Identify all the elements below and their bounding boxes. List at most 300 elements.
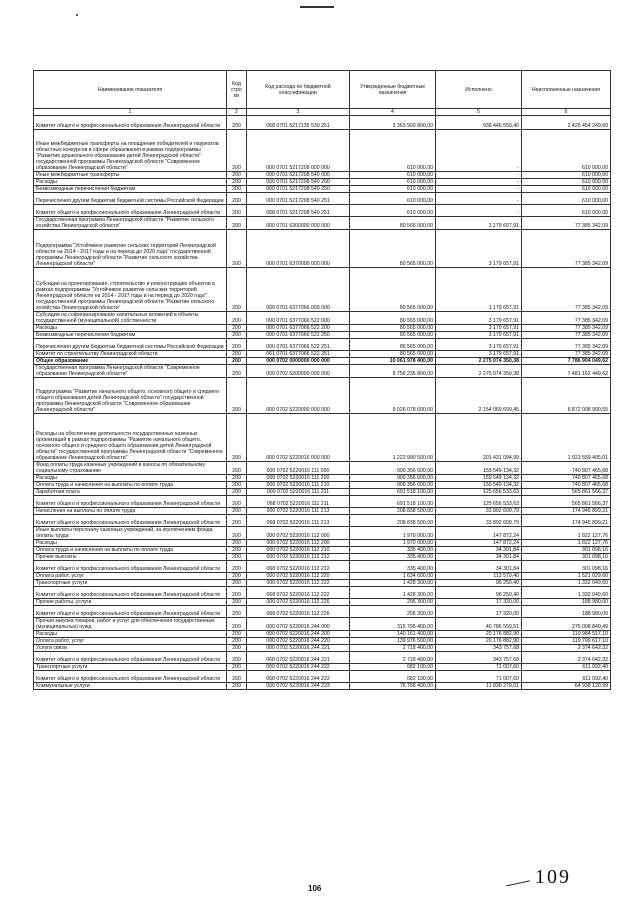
row-unexecuted: 77 385 342,09 bbox=[522, 268, 611, 312]
row-unexecuted: 740 807 465,68 bbox=[522, 482, 611, 489]
row-line-code: 200 bbox=[227, 645, 247, 652]
row-approved: 900 356 600,00 bbox=[350, 462, 436, 475]
row-budget-code: 000 0702 5220016 112 210 bbox=[247, 547, 350, 554]
row-line-code: 200 bbox=[227, 489, 247, 496]
row-approved: 691 518 100,00 bbox=[350, 489, 436, 496]
row-line-code: 200 bbox=[227, 664, 247, 671]
row-unexecuted: 1 822 127,76 bbox=[522, 527, 611, 540]
row-budget-code: 000 0702 5220016 244 000 bbox=[247, 618, 350, 631]
row-approved: 610 000,00 bbox=[350, 179, 436, 186]
row-approved: 682 100,00 bbox=[350, 664, 436, 671]
row-line-code: 200 bbox=[227, 365, 247, 378]
row-approved: 1 428 300,00 bbox=[350, 580, 436, 587]
row-budget-code: 000 0702 5220016 111 213 bbox=[247, 508, 350, 515]
table-row bbox=[34, 573, 611, 580]
column-number-row bbox=[34, 109, 611, 116]
table-row bbox=[34, 351, 611, 358]
row-executed: 938 446 550,40 bbox=[436, 116, 522, 130]
row-approved: 2 718 400,00 bbox=[350, 645, 436, 652]
row-approved: 335 400,00 bbox=[350, 547, 436, 554]
row-unexecuted: 7 786 904 049,62 bbox=[522, 358, 611, 365]
table-row bbox=[34, 172, 611, 179]
row-executed: 3 179 657,91 bbox=[436, 339, 522, 351]
table-row bbox=[34, 645, 611, 652]
row-name: Комитет общего и профессионального образования Ленинградской области bbox=[34, 587, 227, 599]
table-row bbox=[34, 683, 611, 690]
row-approved: 1 428 300,00 bbox=[350, 587, 436, 599]
row-line-code: 200 bbox=[227, 217, 247, 230]
row-unexecuted: 610 000,00 bbox=[522, 130, 611, 172]
table-row bbox=[34, 618, 611, 631]
table-row bbox=[34, 186, 611, 193]
row-budget-code: 068 0702 5220016 111 211 bbox=[247, 496, 350, 508]
row-name: Государственная программа Ленинградской области "Развитие сельского хозяйства Ленинградской области" bbox=[34, 217, 227, 230]
row-unexecuted: 2 374 642,32 bbox=[522, 652, 611, 664]
row-approved: 80 565 000,00 bbox=[350, 351, 436, 358]
row-executed: 71 007,60 bbox=[436, 664, 522, 671]
row-unexecuted: 565 861 566,37 bbox=[522, 496, 611, 508]
row-budget-code: 000 0701 6377066 000 000 bbox=[247, 268, 350, 312]
table-header-row bbox=[34, 71, 611, 109]
row-line-code: 200 bbox=[227, 230, 247, 268]
page-number: 106 bbox=[308, 884, 322, 893]
table-row bbox=[34, 268, 611, 312]
row-executed: - bbox=[436, 179, 522, 186]
row-line-code: 200 bbox=[227, 587, 247, 599]
row-name: Расходы bbox=[34, 325, 227, 332]
row-budget-code: 000 0702 5220016 112 212 bbox=[247, 554, 350, 561]
row-name: Прочие работы, услуги bbox=[34, 599, 227, 606]
row-executed: 125 656 533,63 bbox=[436, 489, 522, 496]
row-approved: 206 300,00 bbox=[350, 606, 436, 618]
table-row bbox=[34, 508, 611, 515]
row-approved: 208 838 500,00 bbox=[350, 515, 436, 527]
row-unexecuted: 77 385 342,09 bbox=[522, 332, 611, 339]
row-name: Начисления на выплаты по оплате труда bbox=[34, 508, 227, 515]
row-name: Фонд оплаты труда казенных учреждений и взносы по обязательному социальному страхованию bbox=[34, 462, 227, 475]
row-budget-code: 000 0702 5220016 111 210 bbox=[247, 482, 350, 489]
row-line-code: 200 bbox=[227, 599, 247, 606]
row-executed: 34 301,84 bbox=[436, 561, 522, 573]
row-executed: 3 179 657,91 bbox=[436, 312, 522, 325]
table-row bbox=[34, 527, 611, 540]
row-budget-code: 000 0701 6370000 000 000 bbox=[247, 230, 350, 268]
row-unexecuted: 188 980,00 bbox=[522, 599, 611, 606]
row-name: Комитет общего и профессионального образования Ленинградской области bbox=[34, 496, 227, 508]
row-line-code: 200 bbox=[227, 508, 247, 515]
row-budget-code: 068 0701 5217135 530 251 bbox=[247, 116, 350, 130]
table-row bbox=[34, 130, 611, 172]
row-unexecuted: 77 385 342,09 bbox=[522, 325, 611, 332]
row-budget-code: 000 0701 5217208 540 251 bbox=[247, 193, 350, 205]
row-unexecuted: 1 521 029,60 bbox=[522, 573, 611, 580]
row-unexecuted: 1 822 127,76 bbox=[522, 540, 611, 547]
row-name: Перечисления другим бюджетам бюджетной системы Российской Федерации bbox=[34, 339, 227, 351]
row-approved: 80 565 000,00 bbox=[350, 230, 436, 268]
row-unexecuted: 1 021 559 405,01 bbox=[522, 414, 611, 462]
row-line-code: 200 bbox=[227, 475, 247, 482]
table-row bbox=[34, 475, 611, 482]
row-name: Услуги связи bbox=[34, 645, 227, 652]
row-name: Субсидии на проектирование, строительство и реконструкцию объектов в рамках подпрограммы "Устойчивое развитие сельских территорий Ленинградской области на 2014 - 2017 годы и на период до 2020 года" государственной программы Ленинградской области "Развитие сельского хозяйства Ленинградской области" bbox=[34, 268, 227, 312]
header-line-code: Код стро ки bbox=[227, 71, 247, 109]
row-budget-code: 068 0702 5220016 111 213 bbox=[247, 515, 350, 527]
row-executed: 3 179 657,91 bbox=[436, 325, 522, 332]
header-executed: Исполнено bbox=[436, 71, 522, 109]
row-line-code: 200 bbox=[227, 358, 247, 365]
row-line-code: 200 bbox=[227, 172, 247, 179]
row-approved: 80 565 000,00 bbox=[350, 339, 436, 351]
table-row bbox=[34, 515, 611, 527]
row-approved: 335 400,00 bbox=[350, 561, 436, 573]
column-number: 3 bbox=[247, 109, 350, 116]
row-executed: 3 179 657,91 bbox=[436, 351, 522, 358]
column-number: 6 bbox=[522, 109, 611, 116]
row-approved: 80 565 000,00 bbox=[350, 325, 436, 332]
row-approved: 610 000,00 bbox=[350, 193, 436, 205]
row-budget-code: 068 0702 5220016 112 222 bbox=[247, 587, 350, 599]
row-approved: 610 000,00 bbox=[350, 130, 436, 172]
table-row bbox=[34, 547, 611, 554]
row-executed: 3 179 657,91 bbox=[436, 230, 522, 268]
table-row bbox=[34, 664, 611, 671]
row-approved: 208 838 500,00 bbox=[350, 508, 436, 515]
row-name: Безвозмездные перечисления бюджетам bbox=[34, 332, 227, 339]
scan-dot bbox=[76, 14, 78, 16]
row-name: Государственная программа Ленинградской области "Современное образование Ленинградской области" bbox=[34, 365, 227, 378]
row-name: Расходы bbox=[34, 475, 227, 482]
row-name: Комитет по строительству Ленинградской области bbox=[34, 351, 227, 358]
table-row bbox=[34, 462, 611, 475]
row-unexecuted: 64 938 120,99 bbox=[522, 683, 611, 690]
row-executed: 40 786 559,51 bbox=[436, 618, 522, 631]
row-name: Коммунальные услуги bbox=[34, 683, 227, 690]
row-name: Иные межбюджетные трансферты bbox=[34, 172, 227, 179]
row-line-code: 200 bbox=[227, 332, 247, 339]
row-executed: 159 549 134,32 bbox=[436, 475, 522, 482]
row-unexecuted: 77 385 342,09 bbox=[522, 230, 611, 268]
row-budget-code: 000 0702 5220016 112 200 bbox=[247, 540, 350, 547]
row-executed: 33 892 600,79 bbox=[436, 508, 522, 515]
row-approved: 900 356 600,00 bbox=[350, 482, 436, 489]
row-line-code: 200 bbox=[227, 268, 247, 312]
row-unexecuted: 119 984 517,10 bbox=[522, 631, 611, 638]
row-executed: 125 656 533,63 bbox=[436, 496, 522, 508]
table-row bbox=[34, 365, 611, 378]
row-executed: - bbox=[436, 130, 522, 172]
table-row bbox=[34, 205, 611, 217]
row-executed: 11 830 279,01 bbox=[436, 683, 522, 690]
row-approved: 80 565 000,00 bbox=[350, 268, 436, 312]
handwritten-mark bbox=[504, 871, 530, 887]
table-row bbox=[34, 489, 611, 496]
row-unexecuted: 610 000,00 bbox=[522, 205, 611, 217]
row-approved: 2 718 400,00 bbox=[350, 652, 436, 664]
row-name: Комитет общего и профессионального образования Ленинградской области bbox=[34, 606, 227, 618]
row-line-code: 200 bbox=[227, 561, 247, 573]
row-budget-code: 061 0701 6377066 522 251 bbox=[247, 351, 350, 358]
row-executed: 17 320,00 bbox=[436, 606, 522, 618]
row-name: Транспортные услуги bbox=[34, 580, 227, 587]
table-row bbox=[34, 561, 611, 573]
row-unexecuted: 174 945 899,21 bbox=[522, 508, 611, 515]
row-budget-code: 068 0702 5220016 112 212 bbox=[247, 561, 350, 573]
row-unexecuted: 188 980,00 bbox=[522, 606, 611, 618]
row-budget-code: 000 0701 6300000 000 000 bbox=[247, 217, 350, 230]
row-unexecuted: 1 332 049,60 bbox=[522, 580, 611, 587]
row-name: Комитет общего и профессионального образования Ленинградской области bbox=[34, 652, 227, 664]
row-executed: - bbox=[436, 205, 522, 217]
table-row bbox=[34, 599, 611, 606]
table-row bbox=[34, 580, 611, 587]
row-unexecuted: 610 000,00 bbox=[522, 172, 611, 179]
row-budget-code: 000 0701 6377066 522 000 bbox=[247, 312, 350, 325]
row-approved: 140 161 400,00 bbox=[350, 631, 436, 638]
table-row bbox=[34, 540, 611, 547]
row-approved: 10 061 978 400,00 bbox=[350, 358, 436, 365]
row-name: Иные выплаты персоналу казенных учреждений, за исключением фонда оплаты труда bbox=[34, 527, 227, 540]
row-approved: 610 000,00 bbox=[350, 186, 436, 193]
row-budget-code: 000 0702 0000000 000 000 bbox=[247, 358, 350, 365]
row-line-code: 200 bbox=[227, 205, 247, 217]
column-number: 5 bbox=[436, 109, 522, 116]
row-executed: 96 250,40 bbox=[436, 587, 522, 599]
row-executed: 20 176 882,90 bbox=[436, 631, 522, 638]
row-name: Прочая закупка товаров, работ и услуг для обеспечения государственных (муниципальных) нужд bbox=[34, 618, 227, 631]
row-name: Расходы bbox=[34, 540, 227, 547]
row-approved: 76 768 400,00 bbox=[350, 683, 436, 690]
row-line-code: 200 bbox=[227, 638, 247, 645]
table-row bbox=[34, 358, 611, 365]
row-name: Комитет общего и профессионального образования Ленинградской области bbox=[34, 515, 227, 527]
row-approved: 80 565 000,00 bbox=[350, 217, 436, 230]
row-unexecuted: 275 008 840,49 bbox=[522, 618, 611, 631]
row-line-code: 200 bbox=[227, 540, 247, 547]
row-approved: 610 000,00 bbox=[350, 172, 436, 179]
row-unexecuted: 611 092,40 bbox=[522, 671, 611, 683]
row-name: Комитет общего и профессионального образования Ленинградской области bbox=[34, 116, 227, 130]
row-line-code: 200 bbox=[227, 652, 247, 664]
row-approved: 3 363 900 800,00 bbox=[350, 116, 436, 130]
row-unexecuted: 1 332 049,60 bbox=[522, 587, 611, 599]
row-approved: 1 222 990 500,00 bbox=[350, 414, 436, 462]
table-row bbox=[34, 671, 611, 683]
row-line-code: 200 bbox=[227, 325, 247, 332]
row-approved: 335 400,00 bbox=[350, 554, 436, 561]
row-executed: 159 549 134,32 bbox=[436, 482, 522, 489]
row-approved: 139 976 500,00 bbox=[350, 638, 436, 645]
row-executed: 34 301,84 bbox=[436, 547, 522, 554]
row-budget-code: 000 0702 5220016 112 226 bbox=[247, 599, 350, 606]
row-executed: 34 301,84 bbox=[436, 554, 522, 561]
row-budget-code: 068 0702 5220016 244 221 bbox=[247, 652, 350, 664]
row-executed: 71 007,60 bbox=[436, 671, 522, 683]
row-budget-code: 000 0702 5220016 112 222 bbox=[247, 580, 350, 587]
row-line-code: 200 bbox=[227, 414, 247, 462]
table-row bbox=[34, 193, 611, 205]
row-executed: - bbox=[436, 193, 522, 205]
row-approved: 80 565 000,00 bbox=[350, 332, 436, 339]
row-name: Расходы bbox=[34, 631, 227, 638]
row-unexecuted: 611 092,40 bbox=[522, 664, 611, 671]
row-approved: 315 795 400,00 bbox=[350, 618, 436, 631]
row-executed: 33 892 600,79 bbox=[436, 515, 522, 527]
row-budget-code: 000 0702 5220016 111 200 bbox=[247, 475, 350, 482]
table-row bbox=[34, 652, 611, 664]
row-approved: 900 356 600,00 bbox=[350, 475, 436, 482]
table-row bbox=[34, 638, 611, 645]
row-unexecuted: 610 000,00 bbox=[522, 193, 611, 205]
budget-report-sheet bbox=[33, 70, 610, 690]
row-name: Подпрограмма "Устойчивое развитие сельских территорий Ленинградской области на 2014 - 2017 годы и на период до 2020 года" государственной программы Ленинградской области "Развитие сельского хозяйства Ленинградской области" bbox=[34, 230, 227, 268]
row-budget-code: 000 0702 5220016 111 211 bbox=[247, 489, 350, 496]
table-row bbox=[34, 587, 611, 599]
row-name: Транспортные услуги bbox=[34, 664, 227, 671]
row-budget-code: 000 0701 5217208 540 250 bbox=[247, 186, 350, 193]
row-name: Комитет общего и профессионального образования Ленинградской области bbox=[34, 671, 227, 683]
row-executed: 147 872,24 bbox=[436, 527, 522, 540]
row-line-code: 200 bbox=[227, 515, 247, 527]
row-executed: 343 757,68 bbox=[436, 652, 522, 664]
row-budget-code: 000 0702 5220016 244 221 bbox=[247, 645, 350, 652]
row-line-code: 200 bbox=[227, 573, 247, 580]
scan-mark-top bbox=[300, 6, 334, 8]
row-executed: 201 431 094,99 bbox=[436, 414, 522, 462]
row-approved: 9 756 236 800,00 bbox=[350, 365, 436, 378]
row-budget-code: 000 0701 6377066 522 250 bbox=[247, 332, 350, 339]
row-budget-code: 000 0701 5217208 540 200 bbox=[247, 179, 350, 186]
row-budget-code: 000 0701 5217208 000 000 bbox=[247, 130, 350, 172]
row-approved: 9 026 078 600,00 bbox=[350, 378, 436, 414]
row-unexecuted: 174 945 899,21 bbox=[522, 515, 611, 527]
table-row bbox=[34, 606, 611, 618]
table-row bbox=[34, 339, 611, 351]
row-unexecuted: 565 861 566,37 bbox=[522, 489, 611, 496]
row-executed: 159 549 134,32 bbox=[436, 462, 522, 475]
row-name: Перечисления другим бюджетам бюджетной системы Российской Федерации bbox=[34, 193, 227, 205]
row-unexecuted: 610 000,00 bbox=[522, 186, 611, 193]
row-name: Оплата работ, услуг bbox=[34, 573, 227, 580]
row-unexecuted: 119 799 617,10 bbox=[522, 638, 611, 645]
row-budget-code: 068 0702 5220016 244 222 bbox=[247, 671, 350, 683]
row-line-code: 200 bbox=[227, 580, 247, 587]
row-line-code: 200 bbox=[227, 312, 247, 325]
row-name: Оплата труда и начисления на выплаты по оплате труда bbox=[34, 547, 227, 554]
row-unexecuted: 7 481 162 449,62 bbox=[522, 365, 611, 378]
row-line-code: 200 bbox=[227, 527, 247, 540]
row-unexecuted: 740 807 465,68 bbox=[522, 462, 611, 475]
row-budget-code: 000 0702 5220016 000 000 bbox=[247, 414, 350, 462]
row-unexecuted: 740 807 465,68 bbox=[522, 475, 611, 482]
table-row bbox=[34, 414, 611, 462]
row-executed: 147 872,24 bbox=[436, 540, 522, 547]
row-executed: 2 154 069 699,45 bbox=[436, 378, 522, 414]
table-row bbox=[34, 217, 611, 230]
row-name: Заработная плата bbox=[34, 489, 227, 496]
row-unexecuted: 301 098,16 bbox=[522, 554, 611, 561]
table-row bbox=[34, 482, 611, 489]
table-row bbox=[34, 230, 611, 268]
column-number: 1 bbox=[34, 109, 227, 116]
row-name: Общее образование bbox=[34, 358, 227, 365]
table-row bbox=[34, 631, 611, 638]
row-line-code: 200 bbox=[227, 186, 247, 193]
row-line-code: 200 bbox=[227, 351, 247, 358]
row-line-code: 200 bbox=[227, 462, 247, 475]
table-row bbox=[34, 332, 611, 339]
table-row bbox=[34, 116, 611, 130]
row-unexecuted: 77 385 342,09 bbox=[522, 351, 611, 358]
row-executed: 3 179 657,91 bbox=[436, 332, 522, 339]
header-indicator-name: Наименование показателя bbox=[34, 71, 227, 109]
table-row bbox=[34, 496, 611, 508]
row-executed: 20 176 882,90 bbox=[436, 638, 522, 645]
table-row bbox=[34, 325, 611, 332]
row-line-code: 200 bbox=[227, 671, 247, 683]
row-line-code: 200 bbox=[227, 683, 247, 690]
row-line-code: 200 bbox=[227, 179, 247, 186]
row-line-code: 200 bbox=[227, 547, 247, 554]
row-name: Иные межбюджетные трансферты на поощрение победителей и лауреатов областных конкурсов в сфере образования в рамках подпрограммы "Развитие дошкольного образования детей Ленинградской области" государственной программы Ленинградской области "Современное образование Ленинградской области" bbox=[34, 130, 227, 172]
row-line-code: 200 bbox=[227, 606, 247, 618]
row-line-code: 200 bbox=[227, 554, 247, 561]
header-budget-code: Код расхода по бюджетной классификации bbox=[247, 71, 350, 109]
row-unexecuted: 301 098,16 bbox=[522, 561, 611, 573]
row-name: Оплата труда и начисления на выплаты по оплате труда bbox=[34, 482, 227, 489]
row-unexecuted: 77 385 342,09 bbox=[522, 339, 611, 351]
row-line-code: 200 bbox=[227, 193, 247, 205]
table-row bbox=[34, 378, 611, 414]
row-name: Субсидии на софинансирование капитальных вложений в объекты государственной (муниципальной) собственности bbox=[34, 312, 227, 325]
row-unexecuted: 77 385 342,09 bbox=[522, 312, 611, 325]
column-number: 2 bbox=[227, 109, 247, 116]
row-line-code: 200 bbox=[227, 496, 247, 508]
row-budget-code: 000 0701 6377066 522 200 bbox=[247, 325, 350, 332]
row-budget-code: 000 0702 5220016 112 220 bbox=[247, 573, 350, 580]
stamped-page-number: 109 bbox=[535, 866, 571, 888]
row-budget-code: 000 0702 5200000 000 000 bbox=[247, 365, 350, 378]
row-approved: 682 100,00 bbox=[350, 671, 436, 683]
row-name: Прочие выплаты bbox=[34, 554, 227, 561]
row-budget-code: 000 0701 5217208 540 000 bbox=[247, 172, 350, 179]
row-budget-code: 068 0702 5220016 112 226 bbox=[247, 606, 350, 618]
row-executed: 113 570,40 bbox=[436, 573, 522, 580]
row-budget-code: 000 0702 5220016 244 223 bbox=[247, 683, 350, 690]
row-name: Расходы bbox=[34, 179, 227, 186]
row-unexecuted: 2 374 642,32 bbox=[522, 645, 611, 652]
row-approved: 80 565 000,00 bbox=[350, 312, 436, 325]
row-unexecuted: 2 425 454 249,60 bbox=[522, 116, 611, 130]
row-unexecuted: 77 385 342,09 bbox=[522, 217, 611, 230]
row-executed: 2 275 074 350,38 bbox=[436, 358, 522, 365]
row-name: Оплата работ, услуг bbox=[34, 638, 227, 645]
row-name: Комитет общего и профессионального образования Ленинградской области bbox=[34, 205, 227, 217]
table-row bbox=[34, 554, 611, 561]
row-approved: 691 518 100,00 bbox=[350, 496, 436, 508]
column-number: 4 bbox=[350, 109, 436, 116]
row-budget-code: 068 0701 5217208 540 251 bbox=[247, 205, 350, 217]
row-approved: 1 970 000,00 bbox=[350, 540, 436, 547]
row-line-code: 200 bbox=[227, 631, 247, 638]
row-executed: 96 250,40 bbox=[436, 580, 522, 587]
row-line-code: 200 bbox=[227, 116, 247, 130]
row-executed: - bbox=[436, 186, 522, 193]
row-name: Расходы на обеспечение деятельности государственных казенных организаций в рамках подпрограммы "Развитие начального общего, основного общего и среднего общего образования детей Ленинградской области" государственной программы Ленинградской области "Современное образование Ленинградской области" bbox=[34, 414, 227, 462]
header-unexecuted: Неисполненные назначения bbox=[522, 71, 611, 109]
row-executed: 2 275 074 350,38 bbox=[436, 365, 522, 378]
row-approved: 1 634 600,00 bbox=[350, 573, 436, 580]
row-executed: 3 179 657,91 bbox=[436, 268, 522, 312]
